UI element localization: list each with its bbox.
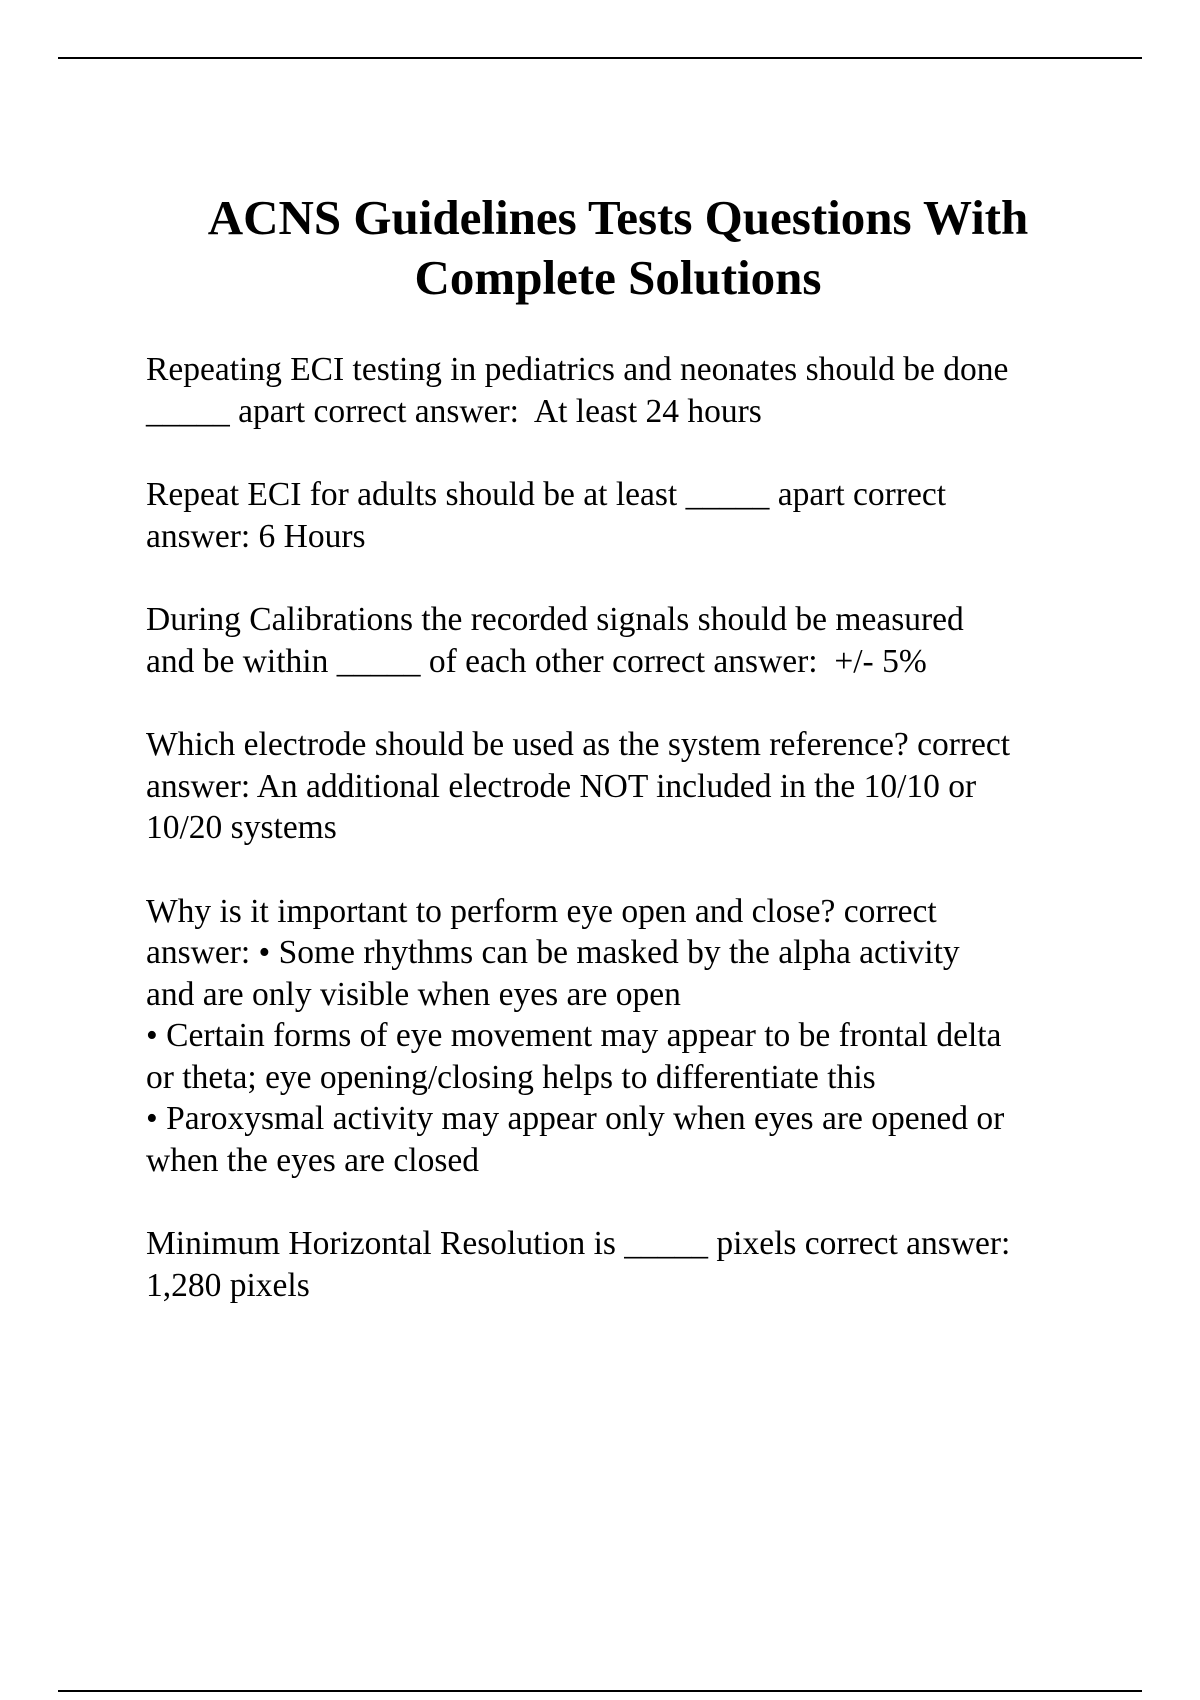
qa-line: During Calibrations the recorded signals should be measured [146,601,964,638]
qa-line: Repeating ECI testing in pediatrics and neonates should be done [146,351,1009,388]
qa-line: and are only visible when eyes are open [146,975,681,1013]
qa-line: Repeat ECI for adults should be at least _____ apart correct [146,476,947,513]
page-title [100,188,1136,308]
qa-line: 10/20 systems [146,809,337,846]
qa-item-eci-adults [146,474,1091,557]
qa-item-eye-open-close [146,891,1091,1182]
qa-line: _____ apart correct answer: At least 24 hours [146,392,762,430]
qa-item-horizontal-resolution [146,1223,1091,1306]
qa-line: Which electrode should be used as the system reference? correct [146,726,1011,763]
qa-line: or theta; eye opening/closing helps to differentiate this [146,1058,876,1096]
title-line-1: ACNS Guidelines Tests Questions With [207,190,1029,245]
qa-line: • Paroxysmal activity may appear only when eyes are opened or [146,1100,1005,1137]
bottom-divider [58,1690,1142,1692]
qa-line: Why is it important to perform eye open and close? correct [146,892,937,930]
qa-item-system-reference [146,724,1091,849]
qa-line: when the eyes are closed [146,1141,479,1179]
qa-list [146,349,1091,1348]
qa-line: answer: • Some rhythms can be masked by the alpha activity [146,934,960,971]
title-line-2: Complete Solutions [414,250,822,305]
qa-item-eci-pediatrics [146,349,1091,432]
qa-line: and be within _____ of each other correct answer: +/- 5% [146,642,927,680]
qa-line: 1,280 pixels [146,1266,310,1304]
qa-line: • Certain forms of eye movement may appear to be frontal delta [146,1017,1002,1054]
qa-line: answer: 6 Hours [146,517,366,555]
qa-item-calibrations [146,599,1091,682]
qa-line: Minimum Horizontal Resolution is _____ pixels correct answer: [146,1225,1011,1262]
qa-line: answer: An additional electrode NOT included in the 10/10 or [146,767,977,805]
top-divider [58,57,1142,59]
